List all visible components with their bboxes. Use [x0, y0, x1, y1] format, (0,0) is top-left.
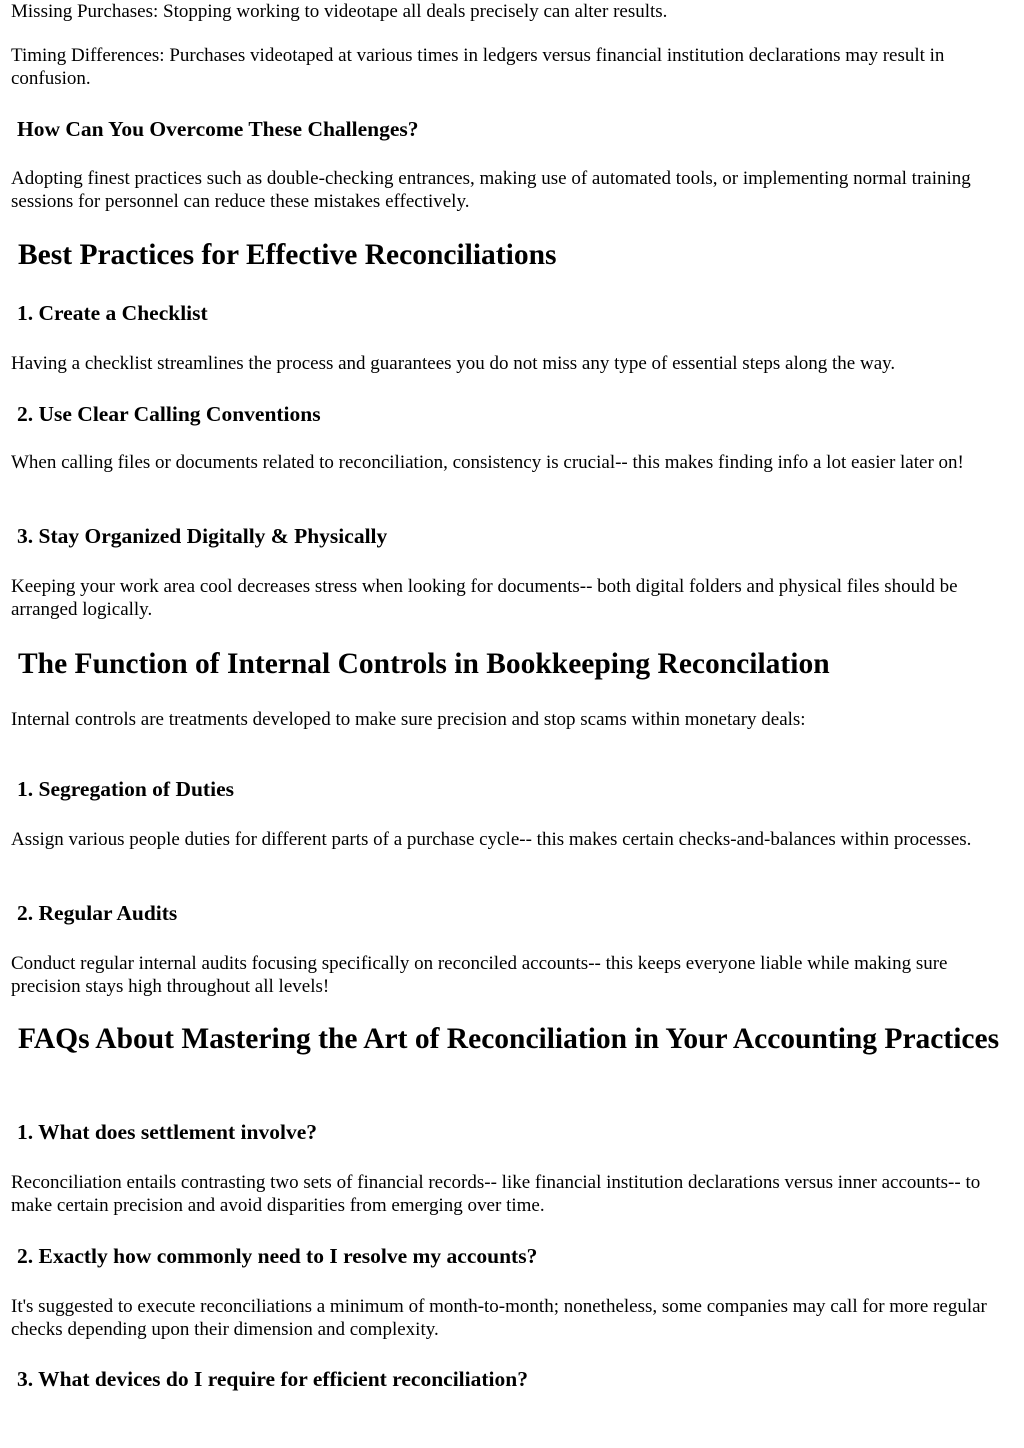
heading-segregation-duties: 1. Segregation of Duties — [17, 777, 234, 801]
heading-overcome-challenges: How Can You Overcome These Challenges? — [17, 117, 419, 141]
paragraph-internal-controls: Internal controls are treatments developed to make sure precision and stop scams within monetary deals: — [11, 709, 806, 730]
faq-question-frequency: 2. Exactly how commonly need to I resolve my accounts? — [17, 1244, 538, 1268]
paragraph-stay-organized: Keeping your work area cool decreases stress when looking for documents-- both digital folders and physical files should be arranged logically. — [11, 576, 958, 620]
paragraph-calling-conventions: When calling files or documents related to reconciliation, consistency is crucial-- this makes finding info a lot easier later on! — [11, 452, 964, 473]
faq-answer-settlement: Reconciliation entails contrasting two sets of financial records-- like financial institution declarations versus inner accounts-- to make certain precision and avoid disparities from emerging over time. — [11, 1172, 981, 1216]
paragraph-best-practices-intro: Adopting finest practices such as double-checking entrances, making use of automated tools, or implementing normal training sessions for personnel can reduce these mistakes effectively. — [11, 168, 971, 212]
faq-answer-frequency: It's suggested to execute reconciliations a minimum of month-to-month; nonetheless, some companies may call for more regular checks depending upon their dimension and complexity. — [11, 1296, 987, 1340]
heading-stay-organized: 3. Stay Organized Digitally & Physically — [17, 524, 388, 548]
section-title-internal-controls: The Function of Internal Controls in Bookkeeping Reconcilation — [18, 648, 830, 680]
paragraph-regular-audits: Conduct regular internal audits focusing specifically on reconciled accounts-- this keeps everyone liable while making sure precision stays high throughout all levels! — [11, 953, 948, 997]
paragraph-timing-differences: Timing Differences: Purchases videotaped at various times in ledgers versus financial institution declarations may result in confusion. — [11, 45, 945, 89]
paragraph-missing-purchases: Missing Purchases: Stopping working to videotape all deals precisely can alter results. — [11, 1, 668, 22]
heading-regular-audits: 2. Regular Audits — [17, 901, 178, 925]
faq-question-devices: 3. What devices do I require for efficient reconciliation? — [17, 1367, 528, 1391]
faq-question-settlement: 1. What does settlement involve? — [17, 1120, 317, 1144]
heading-calling-conventions: 2. Use Clear Calling Conventions — [17, 402, 321, 426]
paragraph-checklist: Having a checklist streamlines the process and guarantees you do not miss any type of essential steps along the way. — [11, 353, 896, 374]
paragraph-segregation-duties: Assign various people duties for different parts of a purchase cycle-- this makes certain checks-and-balances within processes. — [11, 829, 972, 850]
section-title-best-practices: Best Practices for Effective Reconciliations — [18, 239, 557, 271]
heading-create-checklist: 1. Create a Checklist — [17, 301, 208, 325]
section-title-faqs: FAQs About Mastering the Art of Reconciliation in Your Accounting Practices — [18, 1023, 1000, 1055]
